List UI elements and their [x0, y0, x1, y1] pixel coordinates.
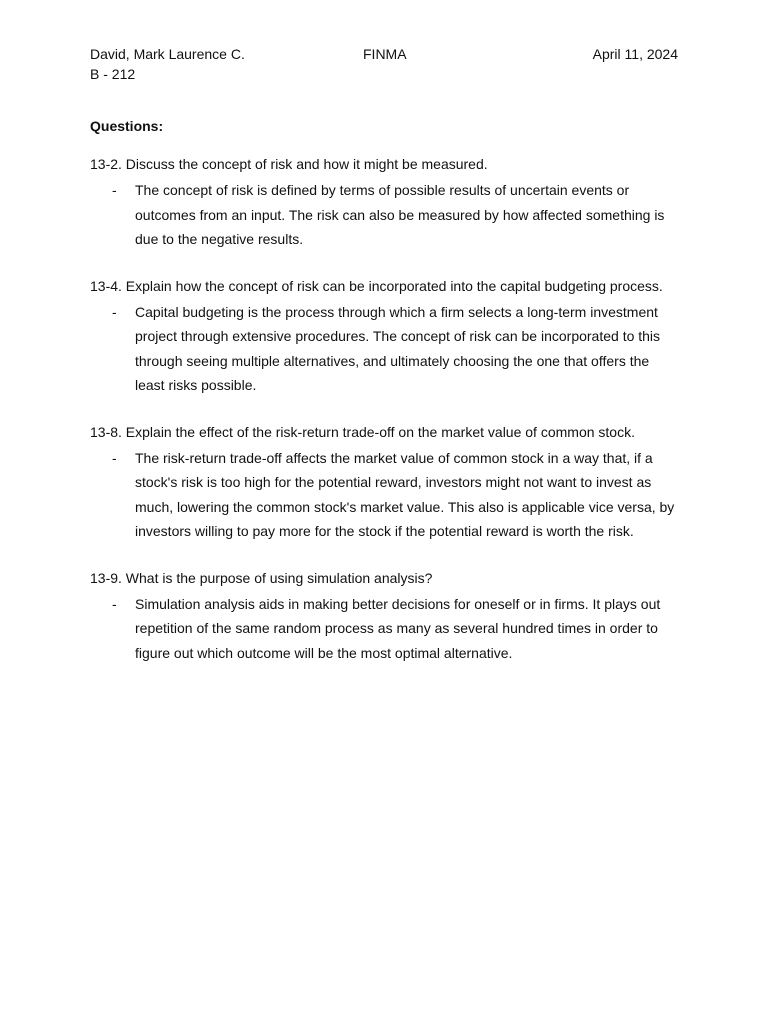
question-text: 13-4. Explain how the concept of risk can be incorporated into the capital budgeting process.: [90, 277, 663, 294]
bullet-dash: -: [112, 449, 117, 466]
student-section: B - 212: [90, 66, 136, 82]
answer-text: Capital budgeting is the process through which a firm selects a long-term investment project through extensive procedures. The concept of risk can be incorporated to this through seeing multiple alternatives, and ultimately choosing the one that offers the least risks possible.: [135, 303, 661, 393]
qa-item-13-8: [90, 422, 678, 544]
question-text: 13-9. What is the purpose of using simulation analysis?: [90, 569, 433, 586]
question-text: 13-8. Explain the effect of the risk-return trade-off on the market value of common stock.: [90, 423, 635, 440]
answer-text-block: [90, 300, 678, 398]
student-name: David, Mark Laurence C.: [90, 46, 245, 62]
answer-text: The risk-return trade-off affects the market value of common stock in a way that, if a stock's risk is too high for the potential reward, investors might not want to invest as much, lowering the common stock's market value. This also is applicable vice versa, by investors willing to pay more for the stock if the potential reward is worth the risk.: [135, 449, 675, 539]
answer-text-block: [90, 592, 678, 666]
document-date: April 11, 2024: [592, 46, 678, 62]
bullet-dash: -: [112, 595, 117, 612]
answer-text-block: [90, 446, 678, 544]
answer-text-block: [90, 178, 678, 252]
document-header: [90, 44, 678, 64]
subject-code: FINMA: [363, 46, 407, 62]
qa-item-13-4: [90, 276, 678, 398]
bullet-dash: -: [112, 303, 117, 320]
answer-text: Simulation analysis aids in making better decisions for oneself or in firms. It plays out repetition of the same random process as many as several hundred times in order to figure out which outcome will be the most optimal alternative.: [135, 595, 661, 661]
bullet-dash: -: [112, 182, 117, 198]
qa-item-13-2: [90, 154, 678, 252]
qa-item-13-9: [90, 568, 678, 666]
questions-heading: Questions:: [90, 118, 164, 134]
answer-text: The concept of risk is defined by terms of possible results of uncertain events or outcomes from an input. The risk can also be measured by how affected something is due to the negative results.: [135, 182, 665, 247]
question-text: 13-2. Discuss the concept of risk and how it might be measured.: [90, 156, 488, 172]
